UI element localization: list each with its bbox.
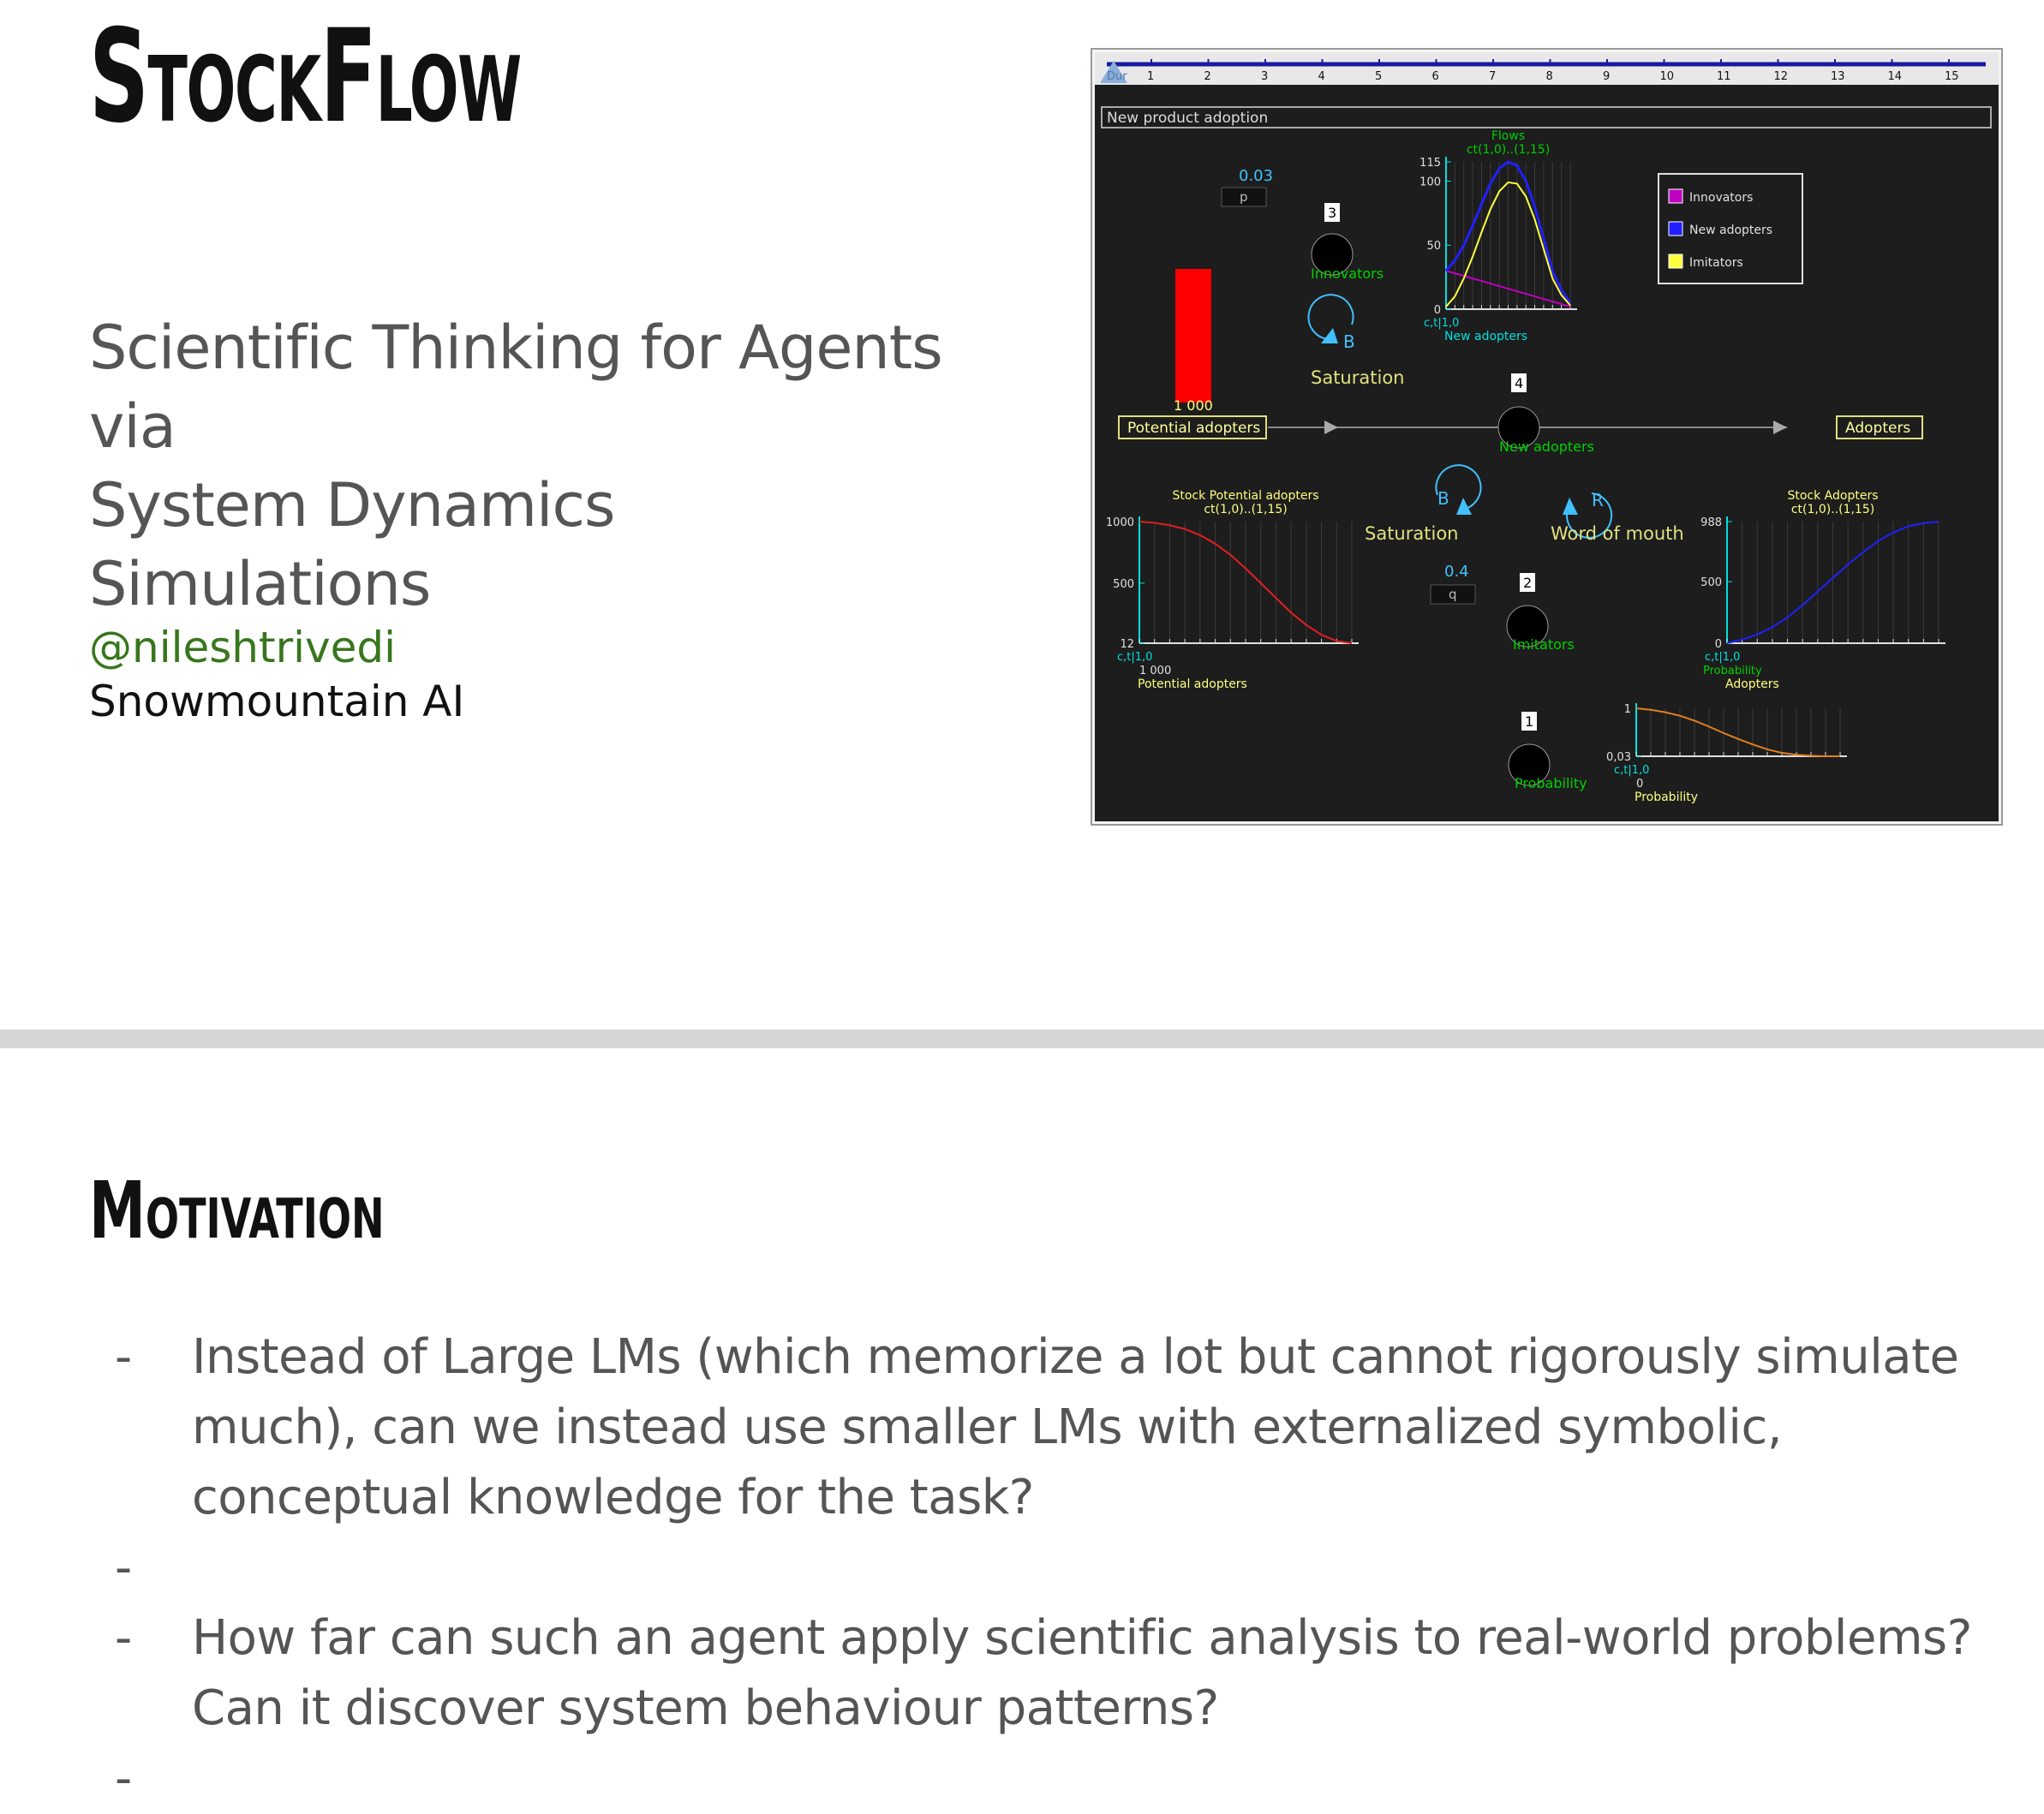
node-probability-label: Probability bbox=[1515, 775, 1587, 791]
timeline-tick-label: 3 bbox=[1261, 70, 1269, 83]
x-axis-extra: Probability bbox=[1703, 665, 1762, 677]
loop-b1-label: Saturation bbox=[1311, 367, 1405, 388]
timeline-tick-label: 1 bbox=[1147, 70, 1155, 83]
timeline-tick-label: 12 bbox=[1773, 70, 1789, 83]
simulation-screenshot bbox=[1092, 50, 2001, 824]
x-axis-label: Adopters bbox=[1725, 677, 1779, 691]
bullet-item bbox=[115, 1322, 1999, 1533]
y-tick-label: 0,03 bbox=[1606, 751, 1631, 764]
legend-label: New adopters bbox=[1689, 224, 1773, 237]
timeline-tick-label: 15 bbox=[1945, 70, 1959, 83]
slide-title-heading: StockFlow bbox=[89, 3, 521, 152]
timeline-tick-label: 13 bbox=[1831, 70, 1845, 83]
y-tick-label: 500 bbox=[1113, 577, 1134, 591]
timeline-button: Dur bbox=[1107, 70, 1127, 83]
x-axis-note: c,t|1,0 bbox=[1424, 317, 1460, 330]
stock-potential-value: 1 000 bbox=[1174, 397, 1213, 414]
subtitle-line-2: System Dynamics Simulations bbox=[89, 470, 615, 619]
timeline-tick-label: 10 bbox=[1659, 70, 1675, 83]
param-q-label: q bbox=[1449, 587, 1457, 602]
chart-title: Stock Adopters bbox=[1787, 489, 1879, 503]
node-imitators-label: Imitators bbox=[1513, 636, 1575, 653]
timeline-tick-label: 6 bbox=[1431, 70, 1439, 83]
param-p-value: 0.03 bbox=[1239, 167, 1274, 185]
y-tick-label: 0 bbox=[1714, 638, 1722, 651]
timeline-tick-label: 4 bbox=[1318, 70, 1325, 83]
loop-b2-label: Saturation bbox=[1365, 523, 1459, 544]
bullet-dash: - bbox=[115, 1610, 132, 1666]
x-axis-note: c,t|1,0 bbox=[1117, 651, 1153, 664]
loop-b2-letter: B bbox=[1437, 488, 1449, 509]
y-tick-label: 1 bbox=[1623, 703, 1631, 716]
node-innovators-label: Innovators bbox=[1311, 266, 1384, 282]
legend-label: Innovators bbox=[1689, 191, 1754, 205]
bullet-item bbox=[115, 1603, 1999, 1744]
y-tick-label: 0 bbox=[1433, 304, 1441, 317]
param-p-label: p bbox=[1240, 189, 1248, 205]
loop-b1-letter: B bbox=[1343, 331, 1355, 352]
bullet-item bbox=[115, 1533, 1999, 1603]
bullet-dash: - bbox=[115, 1540, 132, 1596]
author-handle[interactable]: @nileshtrivedi bbox=[89, 623, 397, 672]
chart-probability bbox=[1606, 703, 1847, 804]
stock-potential-label: Potential adopters bbox=[1127, 420, 1261, 437]
x-axis-label: New adopters bbox=[1444, 330, 1528, 343]
loop-r-label: Word of mouth bbox=[1551, 523, 1684, 544]
timeline-tick-label: 11 bbox=[1717, 70, 1731, 83]
flow-arrow-2 bbox=[1773, 421, 1787, 434]
loop-r-arrow bbox=[1563, 498, 1578, 515]
bullet-item bbox=[115, 1744, 1999, 1814]
y-tick-label: 500 bbox=[1700, 576, 1722, 590]
bullet-text: Instead of Large LMs (which memorize a lot but cannot rigorously simulate much), can we instead use smaller LMs with externalized symbolic, conceptual knowledge for the task? bbox=[192, 1329, 1959, 1525]
bullet-dash: - bbox=[115, 1751, 132, 1806]
slide-separator bbox=[0, 1029, 2044, 1048]
x-axis-value: 0 bbox=[1636, 778, 1644, 791]
chart-flows bbox=[1419, 129, 1577, 343]
x-axis-value: 1 000 bbox=[1139, 665, 1172, 677]
x-axis-label: Probability bbox=[1635, 791, 1699, 804]
node-newadopters-number: 4 bbox=[1515, 375, 1524, 391]
y-tick-label: 12 bbox=[1120, 638, 1134, 651]
node-imitators-number: 2 bbox=[1523, 575, 1533, 591]
chart-subtitle: ct(1,0)..(1,15) bbox=[1790, 503, 1875, 516]
loop-r-letter: R bbox=[1592, 490, 1604, 510]
simulation-canvas bbox=[1095, 52, 1999, 821]
chart-subtitle: ct(1,0)..(1,15) bbox=[1466, 143, 1551, 157]
y-tick-label: 50 bbox=[1426, 240, 1441, 254]
motivation-heading: Motivation bbox=[89, 1165, 385, 1256]
panel-title: New product adoption bbox=[1107, 110, 1269, 127]
chart-stock-adopters bbox=[1700, 489, 1945, 691]
chart-title: Stock Potential adopters bbox=[1172, 489, 1319, 503]
node-innovators-number: 3 bbox=[1328, 205, 1337, 221]
chart-subtitle: ct(1,0)..(1,15) bbox=[1204, 503, 1288, 516]
stock-potential-bar bbox=[1175, 269, 1211, 403]
legend-swatch bbox=[1669, 254, 1682, 268]
x-axis-label: Potential adopters bbox=[1138, 677, 1247, 691]
y-tick-label: 115 bbox=[1419, 157, 1441, 170]
flow-arrow-1 bbox=[1324, 421, 1338, 434]
x-axis-note: c,t|1,0 bbox=[1614, 764, 1650, 777]
timeline-tick-label: 8 bbox=[1545, 70, 1553, 83]
timeline-tick-label: 5 bbox=[1375, 70, 1383, 83]
legend-label: Imitators bbox=[1689, 256, 1743, 270]
legend-swatch bbox=[1669, 222, 1682, 236]
chart-stock-potential bbox=[1106, 489, 1359, 691]
bullet-text: How far can such an agent apply scientific analysis to real-world problems? Can it discover system behaviour patterns? bbox=[192, 1610, 1972, 1736]
y-tick-label: 988 bbox=[1700, 516, 1722, 529]
bullet-list bbox=[115, 1322, 1999, 1814]
y-tick-label: 1000 bbox=[1105, 516, 1134, 529]
subtitle-line-1: Scientific Thinking for Agents via bbox=[89, 313, 942, 462]
slide-subtitle bbox=[89, 308, 946, 624]
stock-adopters-label: Adopters bbox=[1845, 420, 1911, 437]
legend-swatch bbox=[1669, 189, 1682, 203]
organization-name: Snowmountain AI bbox=[89, 677, 465, 726]
timeline-tick-label: 7 bbox=[1489, 70, 1497, 83]
node-probability-number: 1 bbox=[1525, 713, 1534, 730]
x-axis-note: c,t|1,0 bbox=[1705, 651, 1741, 664]
node-newadopters-label: New adopters bbox=[1499, 439, 1594, 455]
timeline-tick-label: 2 bbox=[1204, 70, 1211, 83]
loop-b1-arrow bbox=[1321, 328, 1338, 343]
param-q-value: 0.4 bbox=[1444, 563, 1469, 581]
chart-title: Flows bbox=[1491, 129, 1526, 143]
timeline-tick-label: 9 bbox=[1603, 70, 1611, 83]
bullet-dash: - bbox=[115, 1329, 132, 1385]
timeline-tick-label: 14 bbox=[1887, 70, 1903, 83]
slide-motivation bbox=[0, 1048, 2044, 1806]
flows-legend bbox=[1659, 174, 1802, 283]
y-tick-label: 100 bbox=[1419, 176, 1441, 189]
